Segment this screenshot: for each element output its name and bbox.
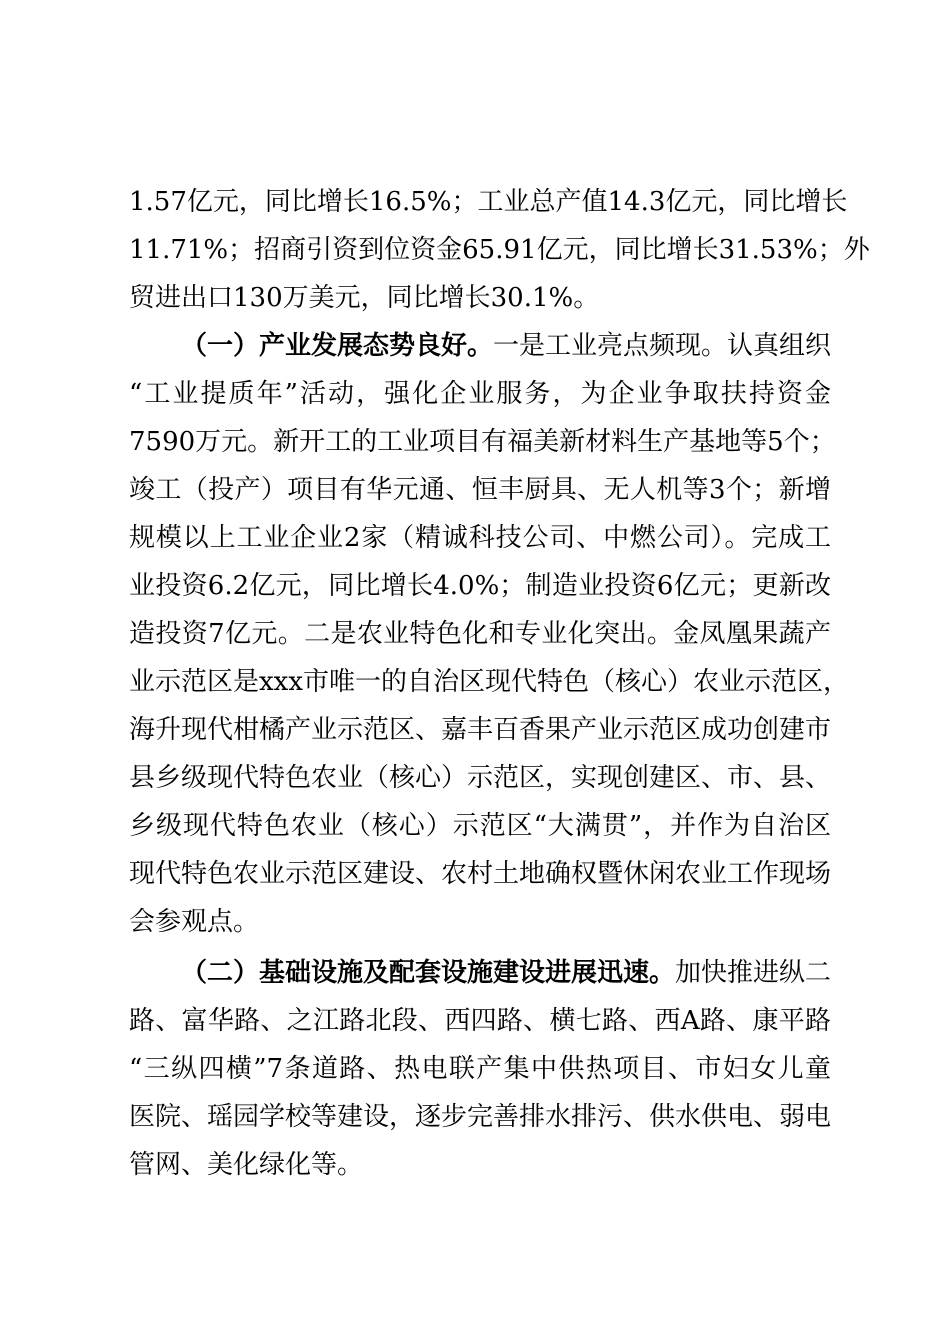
- text-line: [129, 322, 831, 370]
- text-line: 造投资7亿元。二是农业特色化和专业化突出。金凤凰果蔬产: [129, 619, 831, 649]
- text-line: 业示范区是xxx市唯一的自治区现代特色（核心）农业示范区，: [129, 667, 849, 697]
- text-line: “三纵四横”7条道路、热电联产集中供热项目、市妇女儿童: [129, 1054, 831, 1084]
- text-run: 一是工业亮点频现。认真组织: [493, 331, 832, 361]
- paragraph-1: [129, 178, 870, 322]
- text-line: [129, 949, 831, 997]
- text-line: 11.71%；招商引资到位资金65.91亿元，同比增长31.53%；外: [129, 235, 870, 265]
- text-line: 乡级现代特色农业（核心）示范区“大满贯”，并作为自治区: [129, 811, 831, 841]
- text-line: 竣工（投产）项目有华元通、恒丰厨具、无人机等3个；新增: [129, 475, 831, 505]
- text-line: 贸进出口130万美元，同比增长30.1%。: [129, 283, 600, 313]
- text-line: 会参观点。: [129, 907, 260, 937]
- text-line: 县乡级现代特色农业（核心）示范区，实现创建区、市、县、: [129, 763, 832, 793]
- section-heading-1: （一）产业发展态势良好。: [181, 331, 494, 361]
- paragraph-2: [129, 322, 849, 946]
- text-line: 7590万元。新开工的工业项目有福美新材料生产基地等5个；: [129, 427, 836, 457]
- text-line: 规模以上工业企业2家（精诚科技公司、中燃公司）。完成工: [129, 523, 831, 553]
- text-line: 1.57亿元，同比增长16.5%；工业总产值14.3亿元，同比增长: [129, 187, 848, 217]
- text-run: 加快推进纵二: [675, 958, 832, 988]
- text-line: 海升现代柑橘产业示范区、嘉丰百香果产业示范区成功创建市: [129, 715, 832, 745]
- text-line: 医院、瑶园学校等建设，逐步完善排水排污、供水供电、弱电: [129, 1102, 832, 1132]
- paragraph-3: [129, 949, 831, 1189]
- text-line: “工业提质年”活动，强化企业服务，为企业争取扶持资金: [129, 379, 831, 409]
- text-line: 管网、美化绿化等。: [129, 1150, 364, 1180]
- text-line: 路、富华路、之江路北段、西四路、横七路、西A路、康平路: [129, 1006, 831, 1036]
- text-line: 现代特色农业示范区建设、农村土地确权暨休闲农业工作现场: [129, 859, 832, 889]
- text-line: 业投资6.2亿元，同比增长4.0%；制造业投资6亿元；更新改: [129, 571, 831, 601]
- section-heading-2: （二）基础设施及配套设施建设进展迅速。: [181, 958, 676, 988]
- document-page: [129, 178, 870, 1189]
